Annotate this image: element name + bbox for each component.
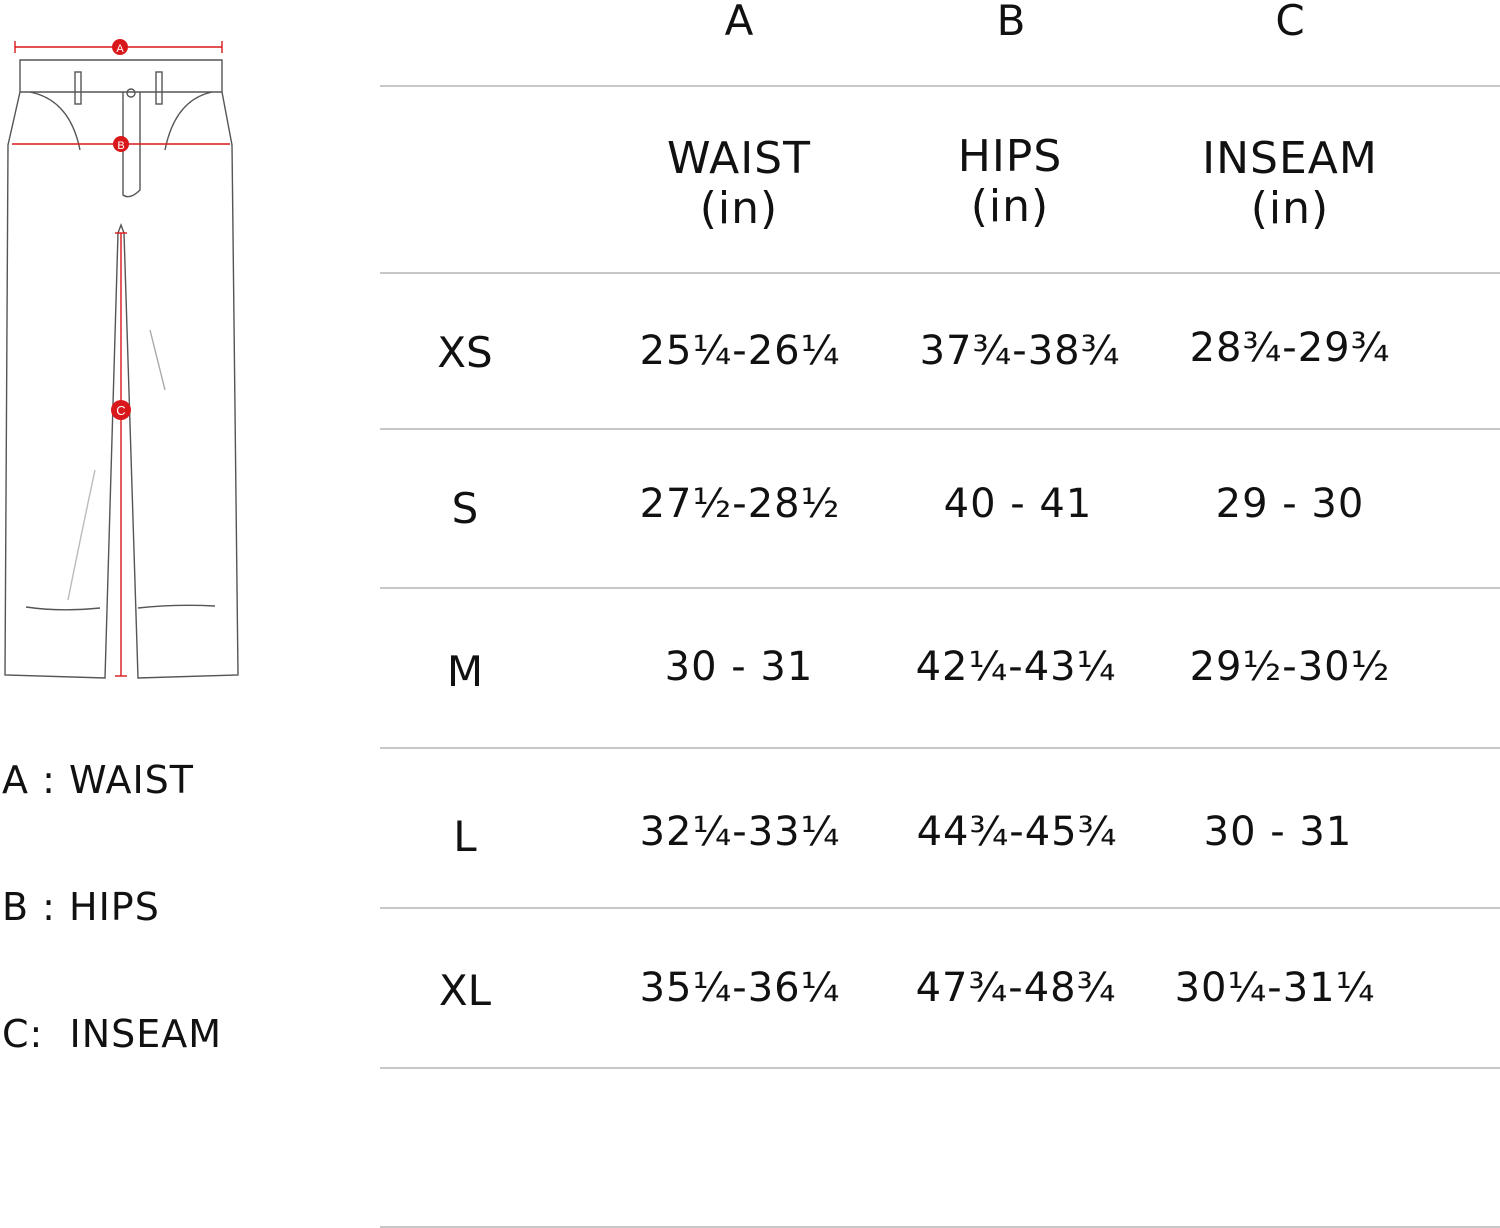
hips-value: 40 - 41 xyxy=(943,481,1093,527)
column-header-unit: (in) xyxy=(699,183,779,234)
inseam-value: 30 - 31 xyxy=(1203,809,1353,855)
column-header-name: INSEAM xyxy=(1202,133,1378,184)
marker-b xyxy=(113,136,129,152)
waist-value: 35¼-36¼ xyxy=(639,965,841,1011)
divider xyxy=(380,85,1500,87)
hips-value: 42¼-43¼ xyxy=(915,644,1117,690)
waist-value: 30 - 31 xyxy=(664,644,814,690)
column-header-inseam xyxy=(1160,134,1420,234)
marker-a xyxy=(112,39,128,55)
svg-text:A: A xyxy=(116,43,124,55)
marker-c xyxy=(111,400,131,420)
hips-value: 44¾-45¾ xyxy=(916,809,1118,855)
waist-value: 25¼-26¼ xyxy=(639,328,841,374)
legend-waist: A : WAIST xyxy=(2,758,194,802)
size-label-l: L xyxy=(453,812,477,861)
column-header-waist xyxy=(609,134,869,234)
column-letter-b: B xyxy=(996,0,1026,45)
column-header-name: HIPS xyxy=(957,131,1063,182)
size-label-m: M xyxy=(446,647,484,696)
column-letter-a: A xyxy=(724,0,754,45)
divider xyxy=(380,907,1500,909)
legend-hips: B : HIPS xyxy=(2,885,160,929)
hips-value: 47¾-48¾ xyxy=(915,965,1117,1011)
column-header-hips xyxy=(880,132,1140,232)
size-label-xs: XS xyxy=(437,328,493,377)
inseam-value: 28¾-29¾ xyxy=(1189,325,1391,371)
size-label-s: S xyxy=(451,484,479,533)
svg-text:B: B xyxy=(117,140,125,152)
inseam-value: 30¼-31¼ xyxy=(1174,965,1376,1011)
column-letter-c: C xyxy=(1275,0,1305,45)
hips-value: 37¾-38¾ xyxy=(919,328,1121,374)
legend-inseam: C: INSEAM xyxy=(2,1012,223,1056)
divider xyxy=(380,747,1500,749)
inseam-value: 29 - 30 xyxy=(1215,481,1365,527)
column-header-unit: (in) xyxy=(1250,183,1330,234)
size-label-xl: XL xyxy=(438,966,492,1015)
waist-value: 32¼-33¼ xyxy=(639,809,841,855)
column-header-unit: (in) xyxy=(970,181,1050,232)
inseam-value: 29½-30½ xyxy=(1189,644,1391,690)
svg-text:C: C xyxy=(116,403,126,418)
divider xyxy=(380,428,1500,430)
pants-diagram xyxy=(0,30,250,690)
divider xyxy=(380,587,1500,589)
column-header-name: WAIST xyxy=(667,133,811,184)
divider xyxy=(380,1067,1500,1069)
waist-value: 27½-28½ xyxy=(639,481,841,527)
divider xyxy=(380,272,1500,274)
